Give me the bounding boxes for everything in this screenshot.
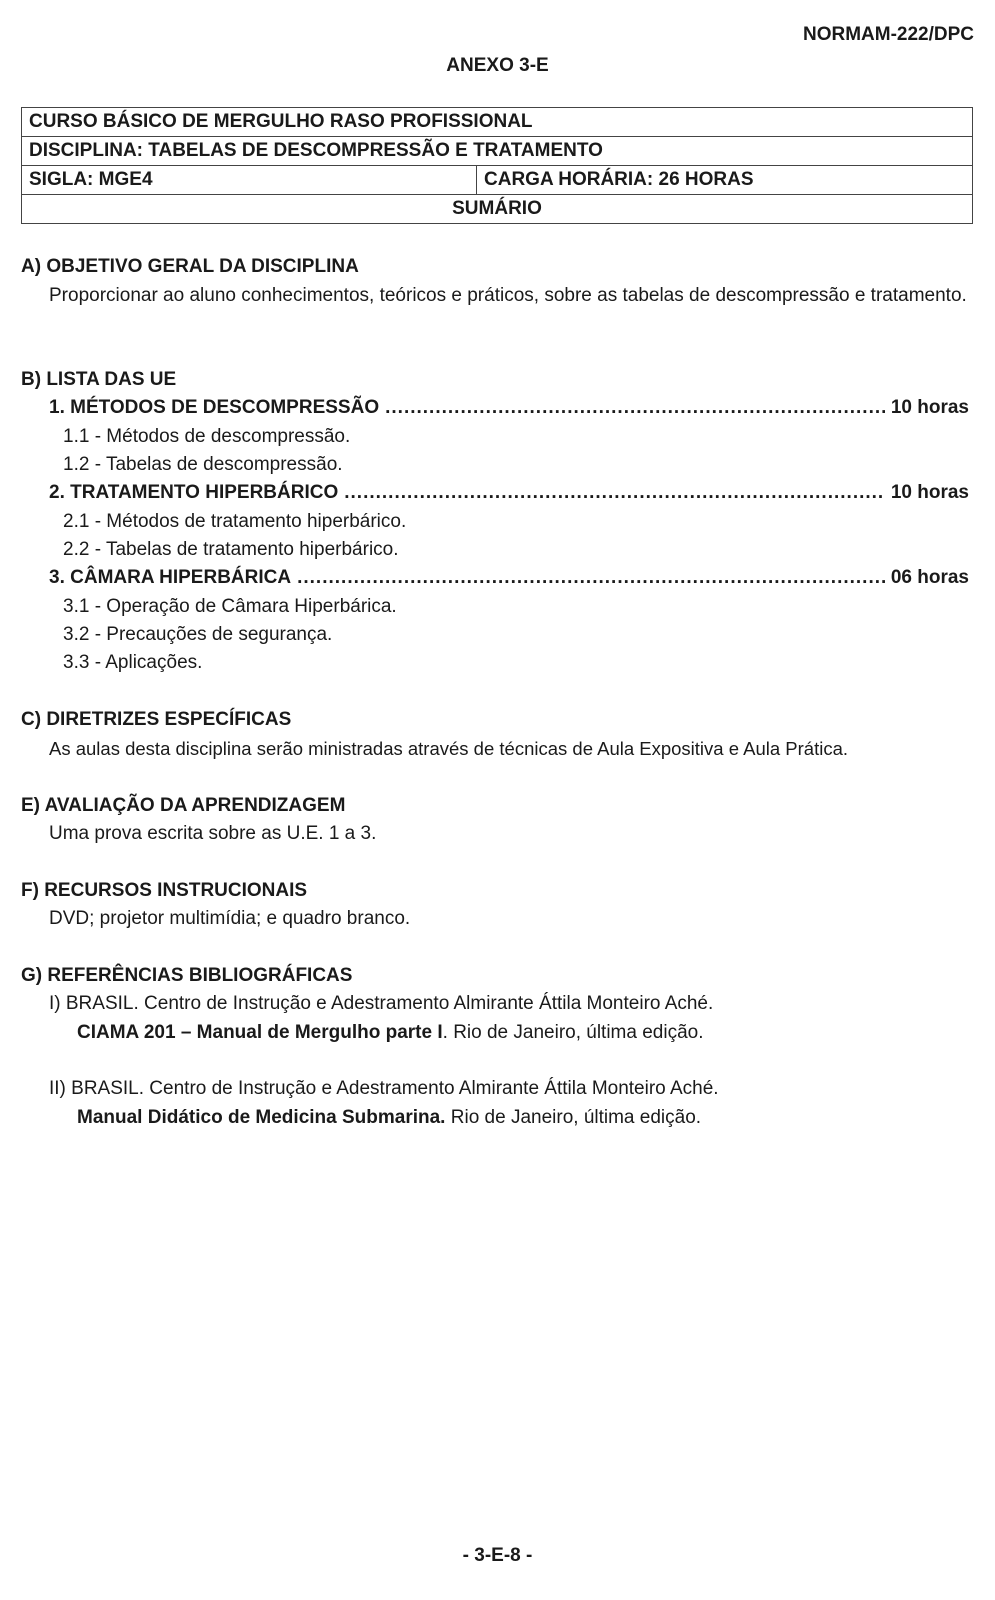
section-f-text: DVD; projetor multimídia; e quadro branco. [49,908,411,929]
leader-dots [344,482,885,504]
section-g-title: G) REFERÊNCIAS BIBLIOGRÁFICAS [21,965,353,986]
reference-2-line1: II) BRASIL. Centro de Instrução e Adestramento Almirante Áttila Monteiro Aché. [49,1078,719,1099]
reference-2-line2 [77,1107,701,1129]
unit-item: 1.1 - Métodos de descompressão. [63,426,351,447]
unit-item: 2.2 - Tabelas de tratamento hiperbárico. [63,539,399,560]
unit-1-hours: 10 horas [890,397,969,418]
reference-2-rest: Rio de Janeiro, última edição. [445,1107,702,1128]
page-number: - 3-E-8 - [462,1545,533,1566]
section-e-text: Uma prova escrita sobre as U.E. 1 a 3. [49,823,377,844]
unit-item: 3.3 - Aplicações. [63,652,203,673]
annex-title: ANEXO 3-E [446,55,549,76]
unit-1-label: 1. MÉTODOS DE DESCOMPRESSÃO [49,397,380,418]
reference-2-title: Manual Didático de Medicina Submarina. [77,1107,446,1128]
section-e-title: E) AVALIAÇÃO DA APRENDIZAGEM [21,795,346,816]
unit-3-line [49,567,969,589]
reference-1-title: CIAMA 201 – Manual de Mergulho parte I [77,1022,443,1043]
unit-1-line [49,397,969,419]
code-cell: SIGLA: MGE4 [22,166,477,195]
unit-item: 1.2 - Tabelas de descompressão. [63,454,343,475]
table-row [22,195,973,224]
section-f-title: F) RECURSOS INSTRUCIONAIS [21,880,308,901]
section-c-title: C) DIRETRIZES ESPECÍFICAS [21,709,292,730]
unit-2-hours: 10 horas [890,482,969,503]
reference-1-line1: I) BRASIL. Centro de Instrução e Adestramento Almirante Áttila Monteiro Aché. [49,993,714,1014]
table-row [22,166,973,195]
unit-item: 3.1 - Operação de Câmara Hiperbárica. [63,596,397,617]
summary-cell: SUMÁRIO [22,195,973,224]
unit-2-line [49,482,969,504]
section-a-text: Proporcionar ao aluno conhecimentos, teóricos e práticos, sobre as tabelas de descompressão e tratamento. [49,285,967,306]
discipline-cell: DISCIPLINA: TABELAS DE DESCOMPRESSÃO E TRATAMENTO [22,137,973,166]
section-a-title: A) OBJETIVO GERAL DA DISCIPLINA [21,256,359,277]
unit-3-hours: 06 horas [890,567,969,588]
unit-item: 2.1 - Métodos de tratamento hiperbárico. [63,511,407,532]
table-row [22,108,973,137]
table-row [22,137,973,166]
course-name-cell: CURSO BÁSICO DE MERGULHO RASO PROFISSIONAL [22,108,973,137]
reference-1-rest: . Rio de Janeiro, última edição. [442,1022,704,1043]
unit-3-label: 3. CÂMARA HIPERBÁRICA [49,567,292,588]
leader-dots [297,567,885,589]
document-code: NORMAM-222/DPC [802,24,974,45]
unit-2-label: 2. TRATAMENTO HIPERBÁRICO [49,482,339,503]
course-info-table [21,107,973,224]
reference-1-line2 [77,1022,704,1044]
leader-dots [385,397,885,419]
section-b-title: B) LISTA DAS UE [21,369,177,390]
workload-cell: CARGA HORÁRIA: 26 HORAS [477,166,973,195]
unit-item: 3.2 - Precauções de segurança. [63,624,333,645]
section-c-text: As aulas desta disciplina serão ministradas através de técnicas de Aula Expositiva e Aula Prática. [49,738,849,759]
